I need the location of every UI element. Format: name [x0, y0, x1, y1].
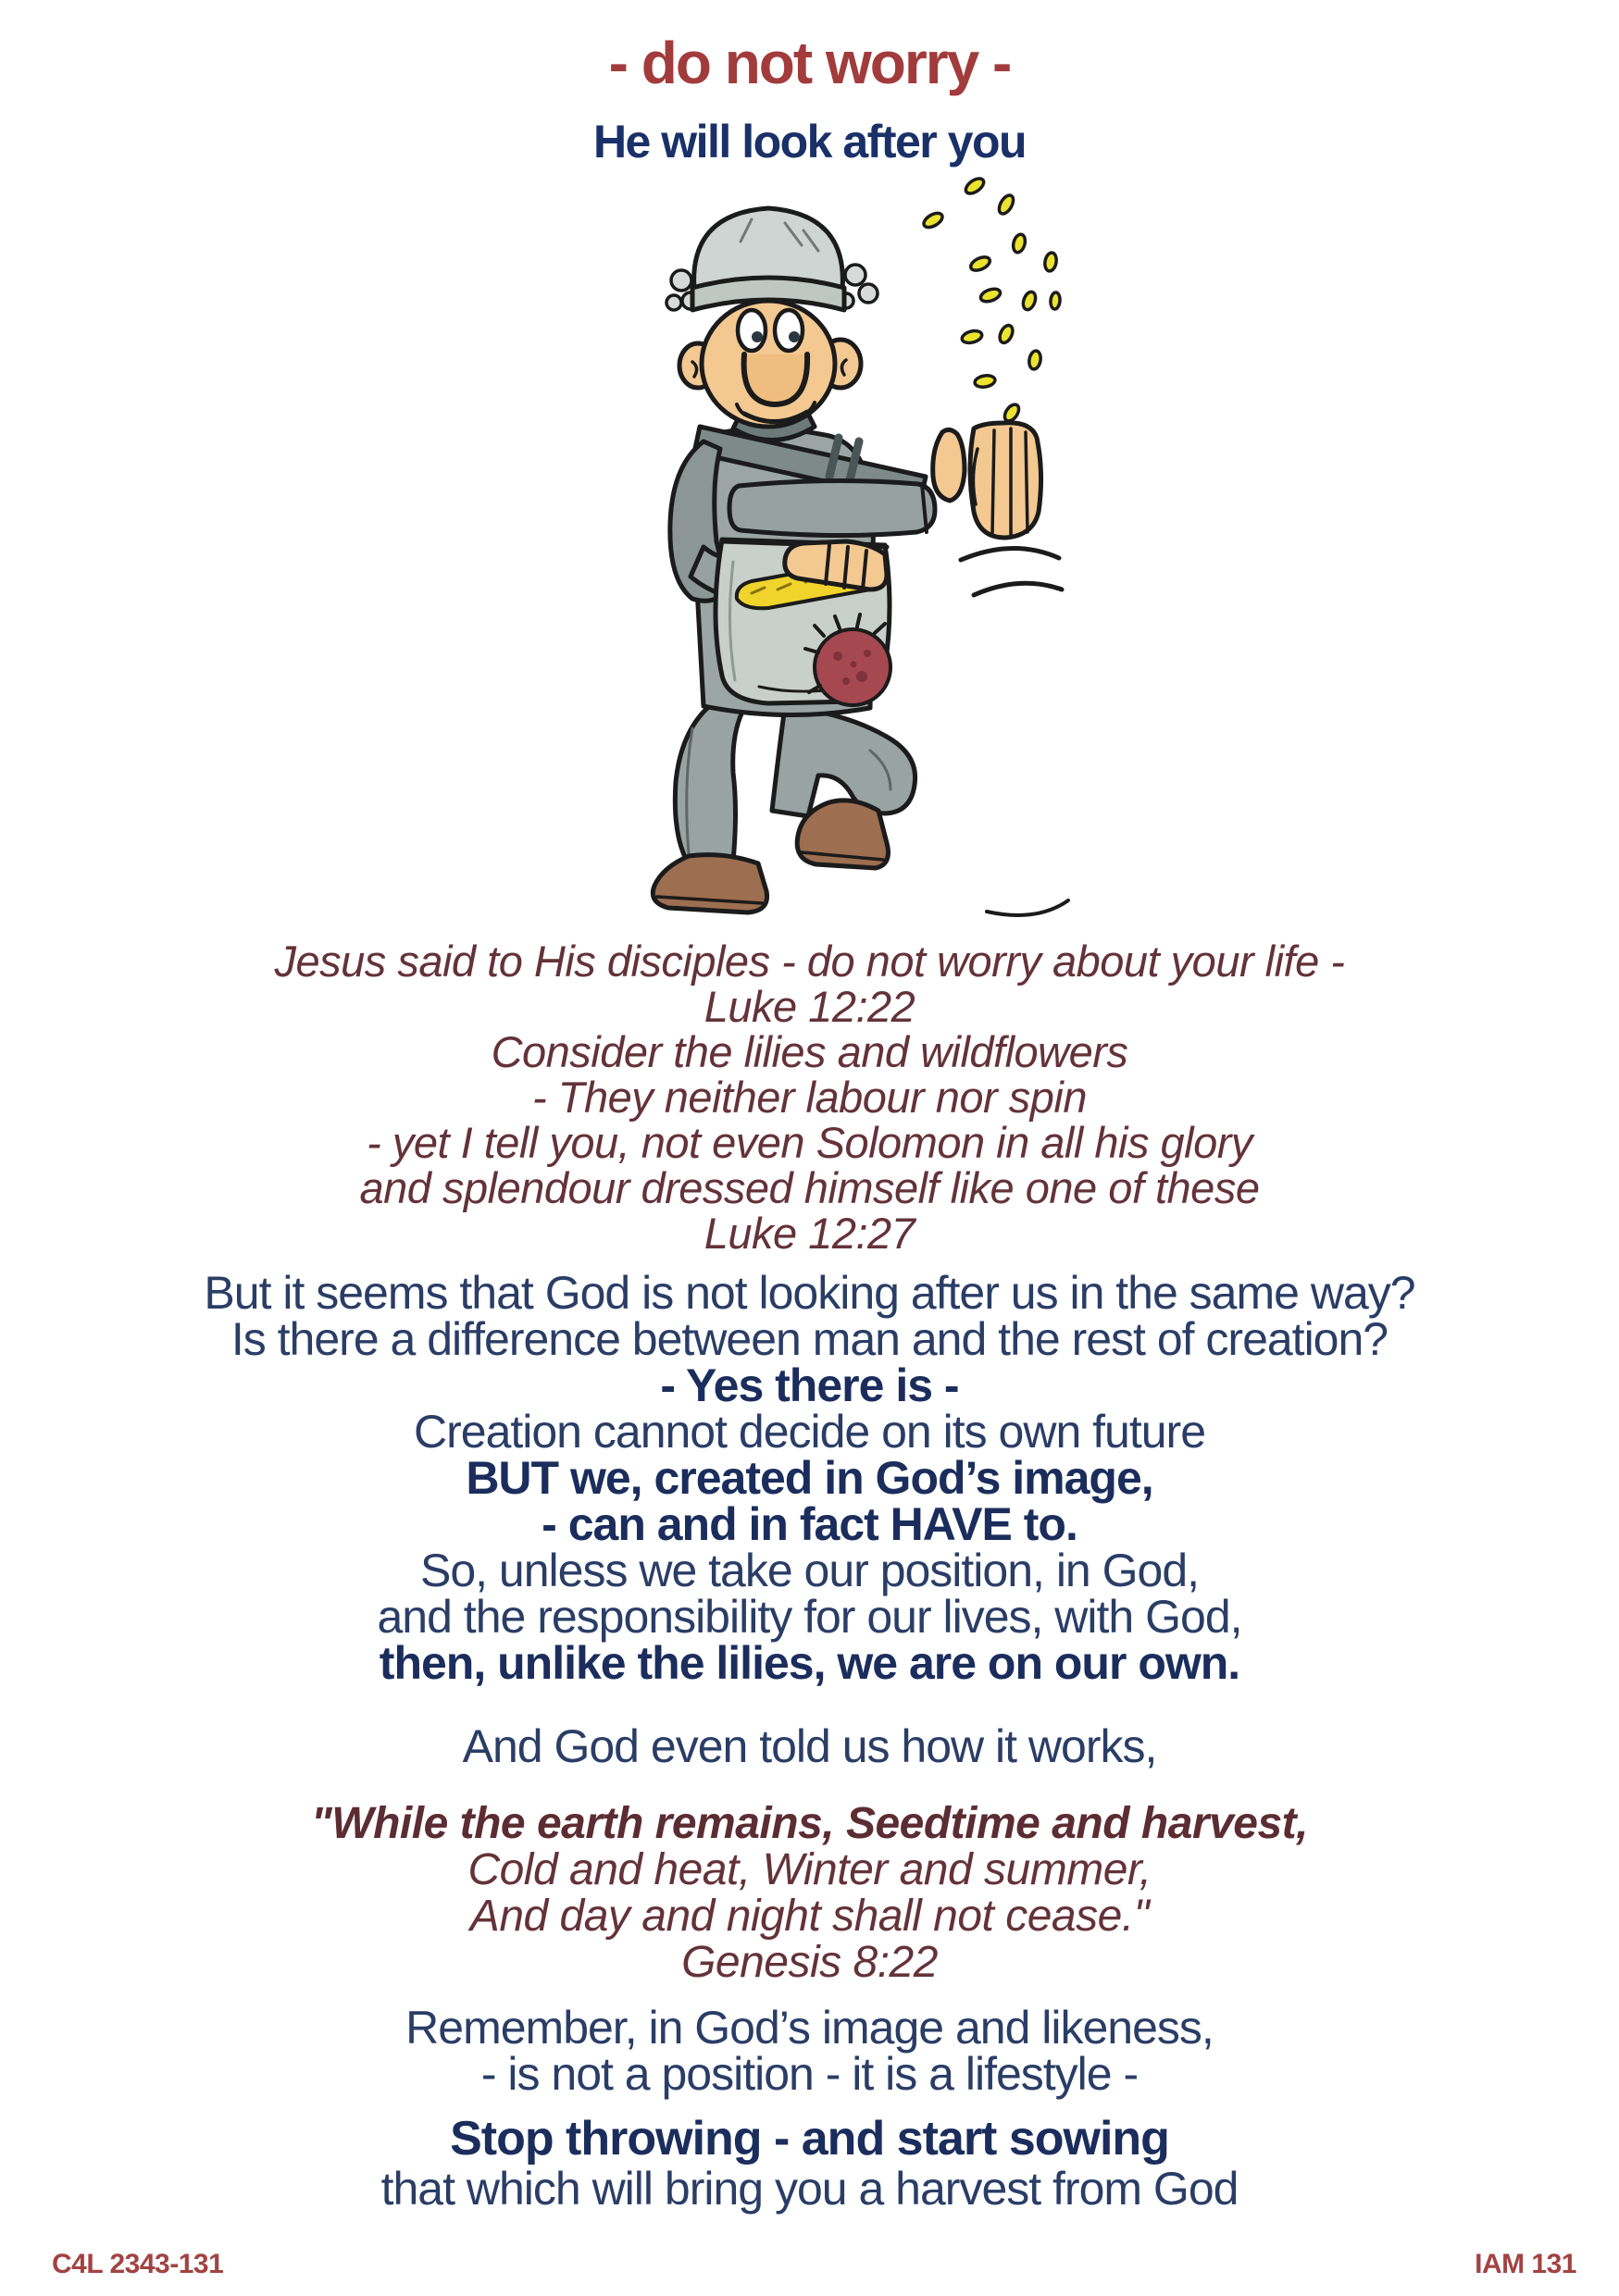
message-line: and the responsibility for our lives, with God,	[377, 1591, 1242, 1643]
scripture-line: Jesus said to His disciples - do not worry about your life -	[274, 937, 1345, 986]
bandana	[692, 208, 844, 310]
message-block	[0, 1267, 1619, 1689]
message-emphasis-line: then, unlike the lilies, we are on our own.	[379, 1637, 1240, 1689]
scripture-quote-block	[0, 938, 1619, 1256]
genesis-line: And day and night shall not cease."	[469, 1892, 1150, 1941]
flying-seeds-icon	[921, 176, 1060, 424]
footer-code-left: C4L 2343-131	[52, 2249, 224, 2279]
scripture-line: Consider the lilies and wildflowers	[491, 1027, 1128, 1076]
message-line: So, unless we take our position, in God,	[419, 1545, 1200, 1596]
remember-line: - is not a position - it is a lifestyle -	[480, 2048, 1139, 2100]
genesis-line: Cold and heat, Winter and summer,	[467, 1845, 1152, 1894]
closing-headline: Stop throwing - and start sowing	[450, 2112, 1169, 2166]
head	[666, 208, 878, 427]
sower-figure	[653, 208, 1040, 912]
nose	[744, 354, 808, 404]
page-title: - do not worry -	[608, 30, 1011, 96]
message-line: Is there a difference between man and the rest of creation?	[230, 1313, 1389, 1365]
closing-line: that which will bring you a harvest from God	[380, 2163, 1239, 2215]
footer-code-right: IAM 131	[1475, 2249, 1576, 2279]
remember-block	[0, 2002, 1619, 2100]
message-emphasis-line: BUT we, created in God’s image,	[466, 1452, 1153, 1504]
works-line: And God even told us how it works,	[462, 1720, 1157, 1772]
closing-block	[0, 2114, 1619, 2214]
genesis-line: "While the earth remains, Seedtime and harvest,	[311, 1799, 1308, 1848]
message-emphasis-line: - Yes there is -	[660, 1359, 959, 1411]
message-line: Creation cannot decide on its own future	[414, 1406, 1205, 1458]
scripture-reference: Luke 12:22	[704, 982, 915, 1031]
genesis-reference: Genesis 8:22	[681, 1938, 938, 1987]
scripture-reference: Luke 12:27	[704, 1209, 915, 1258]
seed-bag	[716, 540, 890, 705]
genesis-quote-block	[0, 1801, 1619, 1986]
motion-lines-icon	[961, 548, 1068, 915]
remember-line: Remember, in God’s image and likeness,	[405, 2002, 1214, 2054]
scripture-line: - They neither labour nor spin	[532, 1073, 1087, 1122]
message-emphasis-line: - can and in fact HAVE to.	[542, 1498, 1077, 1550]
scripture-line: - yet I tell you, not even Solomon in all his glory	[367, 1118, 1252, 1167]
page-subtitle: He will look after you	[592, 116, 1027, 168]
message-line: But it seems that God is not looking after us in the same way?	[204, 1267, 1415, 1319]
sower-illustration	[648, 171, 1074, 953]
scripture-line: and splendour dressed himself like one of these	[359, 1163, 1260, 1212]
